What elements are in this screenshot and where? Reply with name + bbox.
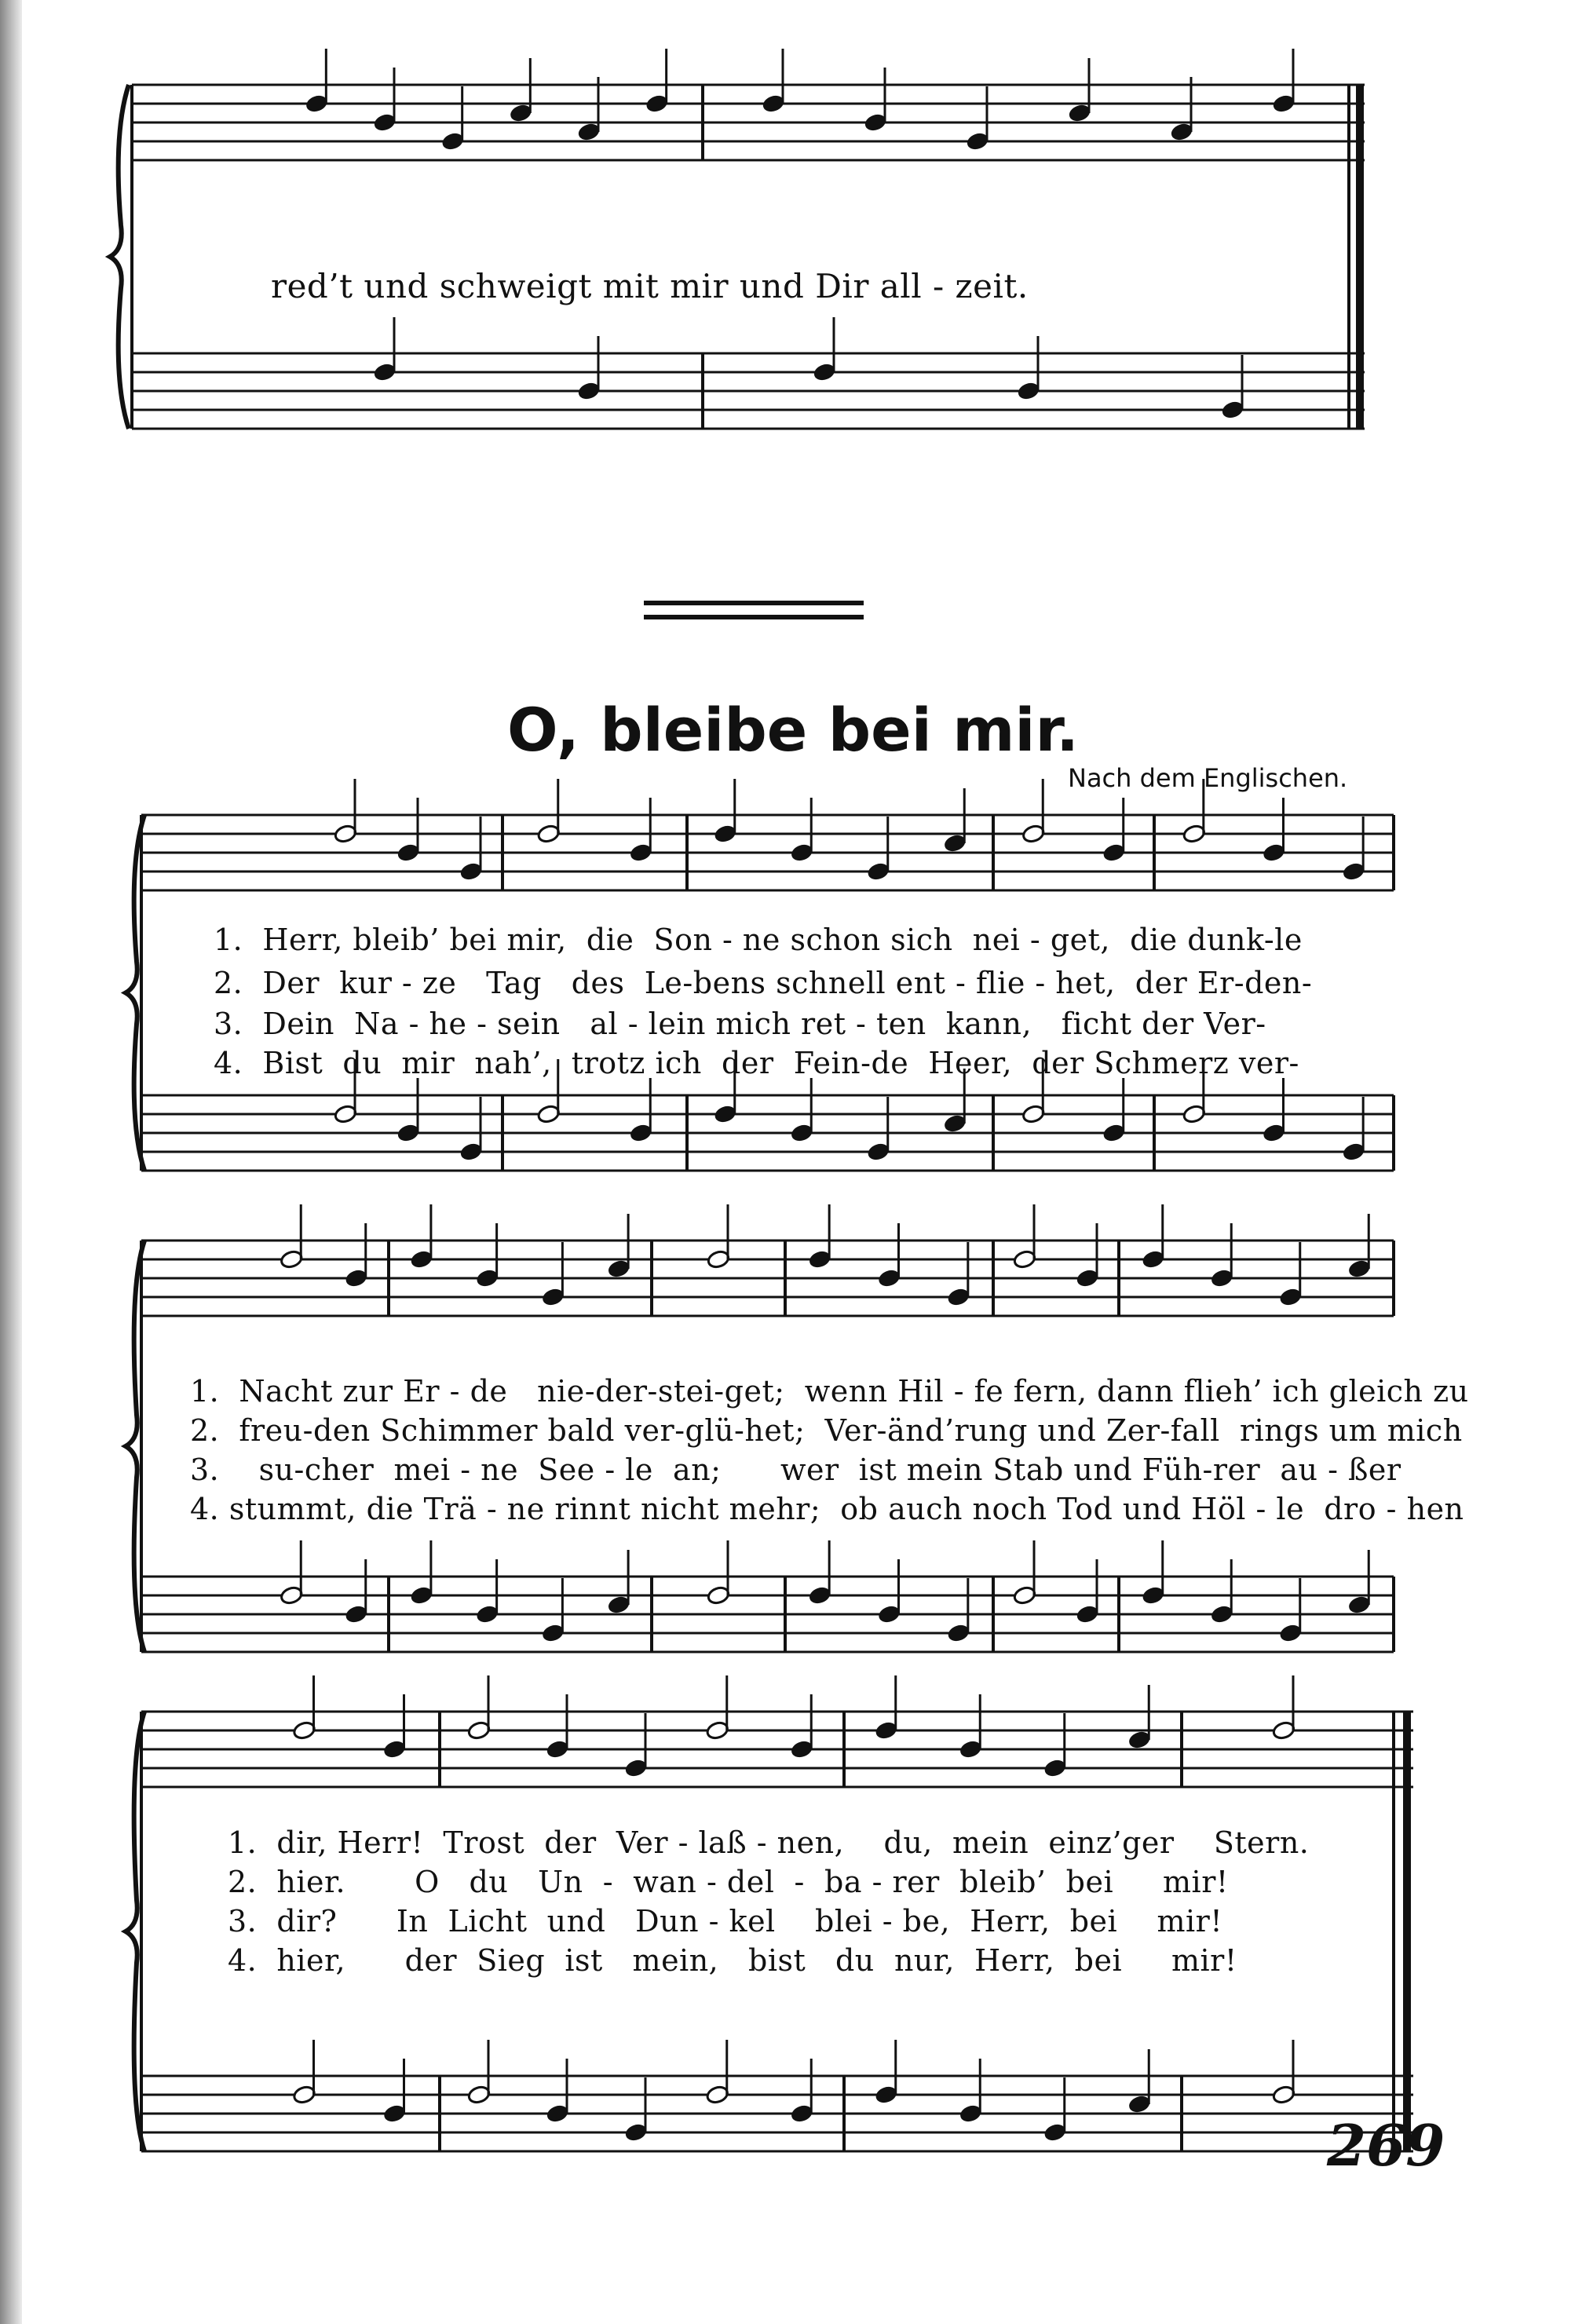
hymn-title: O, bleibe bei mir. [507,695,1079,765]
verse-4-line-1: 4. Bist du mir nah’, trotz ich der Fein-de Heer, der Schmerz ver- [214,1046,1299,1080]
verse-3-line-3: 3. dir? In Licht und Dun - kel blei - be, Herr, bei mir! [228,1904,1223,1938]
page-number: 269 [1327,2112,1445,2179]
top-system-lyric: red’t und schweigt mit mir und Dir all - zeit. [271,267,1029,305]
section-divider-bottom [644,615,864,619]
verse-4-line-2: 4. stummt, die Trä - ne rinnt nicht mehr; ob auch noch Tod und Höl - le dro - hen [190,1492,1464,1526]
verse-3-line-2: 3. su-cher mei - ne See - le an; wer ist mein Stab und Füh-rer au - ßer [190,1452,1401,1487]
attribution: Nach dem Englischen. [1068,763,1348,793]
verse-1-line-1: 1. Herr, bleib’ bei mir, die Son - ne schon sich nei - get, die dunk-le [214,923,1303,957]
section-divider-top [644,601,864,605]
verse-3-line-1: 3. Dein Na - he - sein al - lein mich ret - ten kann, ficht der Ver- [214,1007,1266,1041]
verse-2-line-3: 2. hier. O du Un - wan - del - ba - rer bleib’ bei mir! [228,1865,1229,1899]
top-system-brace [110,85,129,429]
verse-2-line-2: 2. freu-den Schimmer bald ver-glü-het; Ver-änd’rung und Zer-fall rings um mich [190,1413,1463,1448]
verse-1-line-2: 1. Nacht zur Er - de nie-der-stei-get; wenn Hil - fe fern, dann flieh’ ich gleich zu [190,1374,1469,1409]
verse-1-line-3: 1. dir, Herr! Trost der Ver - laß - nen, du, mein einz’ger Stern. [228,1825,1310,1860]
verse-2-line-1: 2. Der kur - ze Tag des Le-bens schnell ent - flie - het, der Er-den- [214,966,1313,1000]
verse-4-line-3: 4. hier, der Sieg ist mein, bist du nur, Herr, bei mir! [228,1943,1237,1978]
